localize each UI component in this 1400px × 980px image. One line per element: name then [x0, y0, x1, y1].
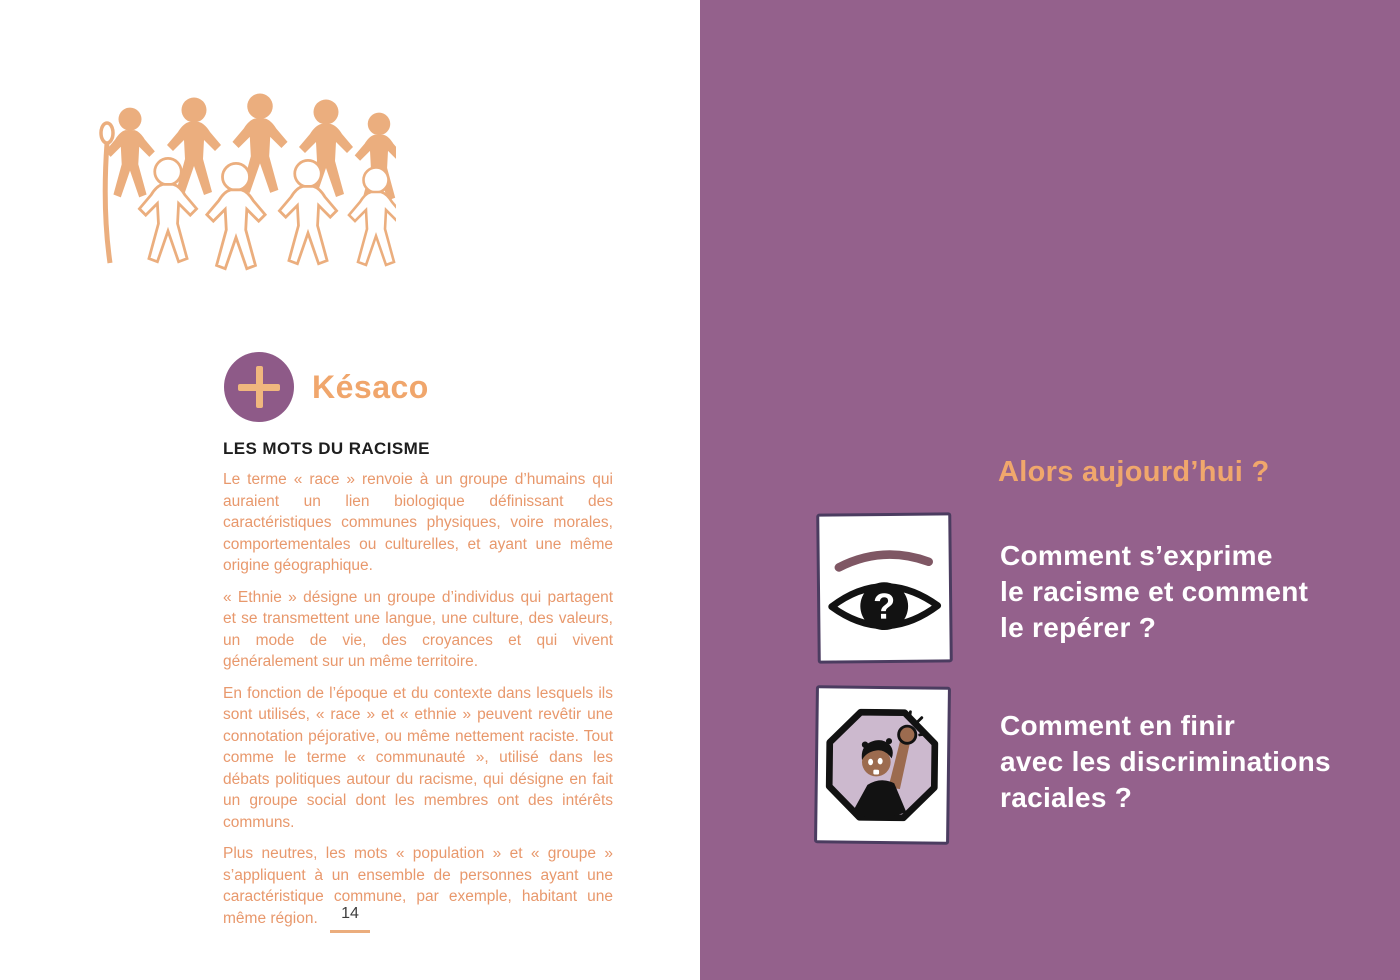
body-copy — [223, 469, 613, 939]
question-line: le repérer ? — [1000, 612, 1157, 643]
kesaco-title: Késaco — [312, 368, 429, 405]
right-page — [700, 0, 1400, 980]
question-mark-glyph: ? — [872, 585, 896, 627]
fist-shape — [899, 726, 916, 743]
paragraph-race: Le terme « race » renvoie à un groupe d’humains qui auraient un lien biologique définissant des caractéristiques communes physiques, voire morales, comportementales ou culturelles, et ayant une même origine géographique. — [223, 471, 613, 574]
raised-fist-icon — [817, 688, 948, 842]
question-end-discrimination — [1000, 708, 1331, 816]
question-line: avec les discriminations — [1000, 746, 1331, 777]
page-number-underline — [330, 930, 370, 933]
eye-question-icon — [819, 515, 950, 660]
eye-question-card — [816, 512, 953, 663]
staff-icon — [101, 123, 113, 263]
paragraph-ethnie: « Ethnie » désigne un groupe d’individus qui partagent et se transmettent une langue, une culture, des valeurs, un mode de vie, des croyances et qui vivent généralement sur un même territoire. — [223, 588, 613, 670]
page-footer — [0, 905, 700, 933]
people-circle-illustration — [84, 93, 396, 285]
kesaco-header — [224, 352, 429, 422]
question-line: Comment en finir — [1000, 710, 1236, 741]
paragraph-connotation: En fonction de l’époque et du contexte dans lesquels ils sont utilisés, « race » et « ethnie » peuvent revêtir une connotation péjorative, ou même nettement raciste. Tout comme le terme « communauté », utilisé dans les débats politiques autour du racisme, qui désigne en fait un groupe social dont les membres ont des intérêts communs. — [223, 684, 613, 831]
raised-fist-card — [814, 685, 951, 845]
section-heading: LES MOTS DU RACISME — [223, 439, 430, 458]
question-line: le racisme et comment — [1000, 576, 1309, 607]
eyebrow-shape — [839, 554, 929, 567]
question-how-racism-expressed — [1000, 538, 1308, 646]
paragraph-population: Plus neutres, les mots « population » et « groupe » s’appliquent à un ensemble de personnes ayant une caractéristique commune, par exemple, habitant une même région. — [223, 845, 613, 927]
right-page-title: Alors aujourd’hui ? — [998, 456, 1270, 488]
plus-icon — [224, 352, 294, 422]
page-number: 14 — [341, 905, 359, 922]
question-line: Comment s’exprime — [1000, 540, 1273, 571]
question-line: raciales ? — [1000, 782, 1133, 813]
